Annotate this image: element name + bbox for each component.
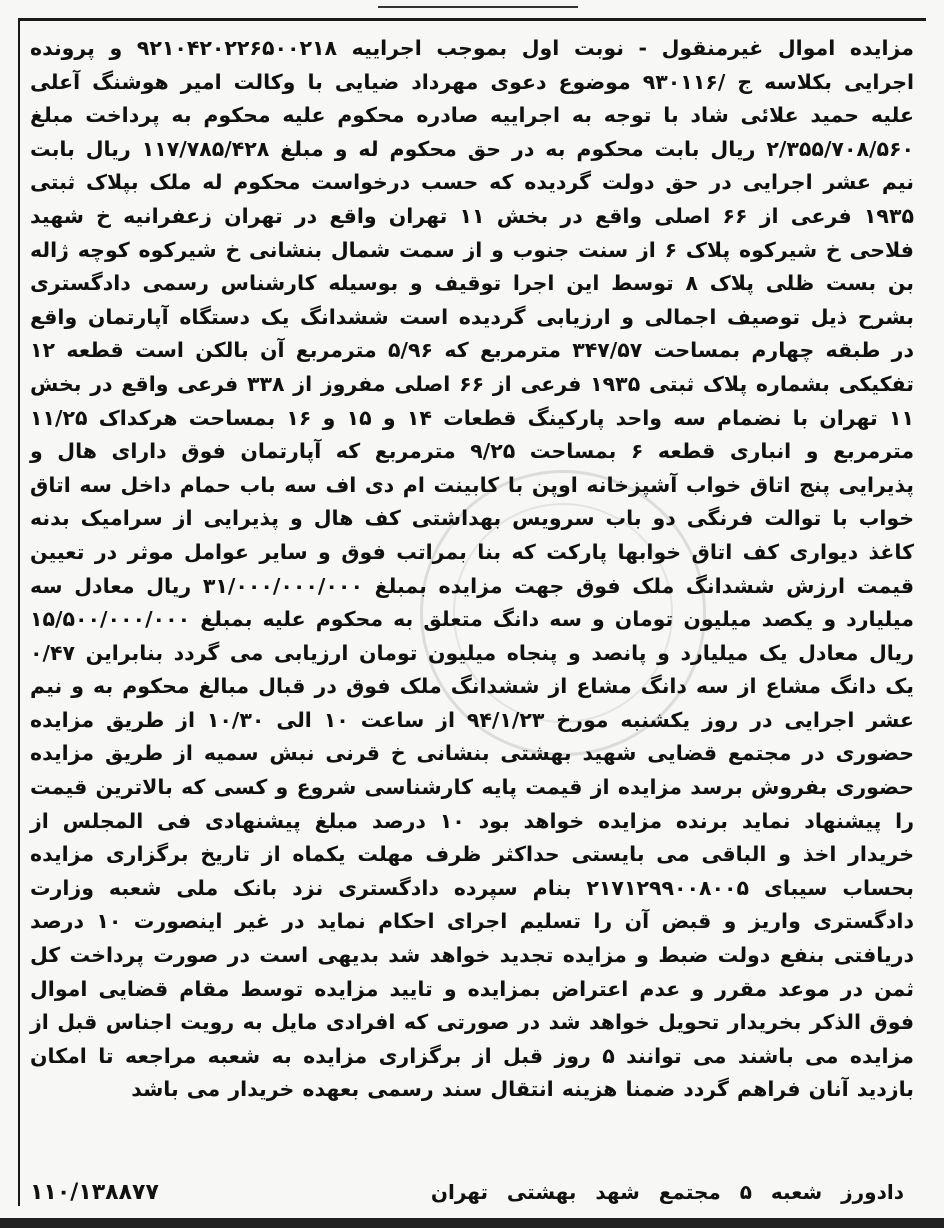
bottom-rule (0, 1218, 944, 1228)
notice-footer (30, 1174, 904, 1210)
auction-notice-body (30, 32, 914, 1178)
issuer-signature: دادورز شعبه ۵ مجتمع شهد بهشتی تهران (430, 1180, 904, 1204)
notice-text: مزایده اموال غیرمنقول - نوبت اول بموجب اجراییه ۹۲۱۰۴۲۰۲۲۶۵۰۰۲۱۸ و پرونده اجرایی بکلاسه ج /۹۳۰۱۱۶ موضوع دعوی مهرداد ضیایی با وکالت امیر هوشنگ آعلی علیه حمید علائی شاد با توجه به اجراییه صادره محکوم علیه محکوم به پرداخت مبلغ ۲/۳۵۵/۷۰۸/۵۶۰ ریال بابت محکوم به در حق محکوم له و مبلغ ۱۱۷/۷۸۵/۴۲۸ ریال بابت نیم عشر اجرایی در حق دولت گردیده که حسب درخواست محکوم له ملک بپلاک ثبتی ۱۹۳۵ فرعی از ۶۶ اصلی واقع در بخش ۱۱ تهران واقع در تهران زعفرانیه خ شهید فلاحی خ شیرکوه پلاک ۶ از سنت جنوب و از سمت شمال بنشانی خ شیرکوه کوچه ژاله بن بست ظلی پلاک ۸ توسط این اجرا توقیف و بوسیله کارشناس رسمی دادگستری بشرح ذیل توصیف اجمالی و ارزیابی گردیده است ششدانگ یک دستگاه آپارتمان واقع در طبقه چهارم بمساحت ۳۴۷/۵۷ مترمربع که ۵/۹۶ مترمربع آن بالکن است قطعه ۱۲ تفکیکی بشماره پلاک ثبتی ۱۹۳۵ فرعی از ۶۶ اصلی مفروز از ۳۳۸ فرعی واقع در بخش ۱۱ تهران با نضمام سه واحد پارکینگ قطعات ۱۴ و ۱۵ و ۱۶ بمساحت هرکداک ۱۱/۲۵ مترمربع و انباری قطعه ۶ بمساحت ۹/۲۵ مترمربع که آپارتمان فوق دارای هال و پذیرایی پنج اتاق خواب آشپزخانه اوپن با کابینت ام دی اف سه باب حمام داخل سه اتاق خواب با توالت فرنگی دو باب سرویس بهداشتی کف هال و پذیرایی از سرامیک بدنه کاغذ دیواری کف اتاق خوابها پارکت که بنا بمراتب فوق و سایر عوامل موثر در تعیین قیمت ارزش ششدانگ ملک فوق جهت مزایده بمبلغ ۳۱/۰۰۰/۰۰۰/۰۰۰ ریال معادل سه میلیارد و یکصد میلیون تومان و سه دانگ متعلق به محکوم علیه بمبلغ ۱۵/۵۰۰/۰۰۰/۰۰۰ ریال معادل یک میلیارد و پانصد و پنجاه میلیون تومان ارزیابی می گردد بنابراین ۰/۴۷ یک دانگ مشاع از سه دانگ مشاع از ششدانگ ملک فوق در قبال مبالغ محکوم به و نیم عشر اجرایی در روز یکشنبه مورخ ۹۴/۱/۲۳ از ساعت ۱۰ الی ۱۰/۳۰ از طریق مزایده حضوری در مجتمع قضایی شهید بهشتی بنشانی خ قرنی نبش سمیه از طریق مزایده حضوری بفروش برسد مزایده از قیمت پایه کارشناسی شروع و کسی که بالاترین قیمت را پیشنهاد نماید برنده مزایده خواهد بود ۱۰ درصد مبلغ پیشنهادی فی المجلس از خریدار اخذ و الباقی می بایستی حداکثر ظرف مهلت یکماه از تاریخ برگزاری مزایده بحساب سیبای ۲۱۷۱۲۹۹۰۰۸۰۰۵ بنام سپرده دادگستری نزد بانک ملی شعبه وزارت دادگستری واریز و قبض آن را تسلیم اجرای احکام نماید در غیر اینصورت ۱۰ درصد دریافتی بنفع دولت ضبط و مزایده تجدید خواهد شد بدیهی است در صورت پرداخت کل ثمن در موعد مقرر و عدم اعتراض بمزایده و تایید مزایده توسط مقام قضایی اموال فوق الذکر بخریدار تحویل خواهد شد در صورتی که افرادی مایل به رویت اجناس قبل از مزایده می باشند می توانند ۵ روز قبل از برگزاری مزایده به شعبه مراجعه تا امکان بازدید آنان فراهم گردد ضمنا هزینه انتقال سند رسمی بعهده خریدار می باشد (30, 36, 915, 1102)
left-rule (18, 18, 20, 1206)
reference-number: ۱۱۰/۱۳۸۸۷۷ (30, 1179, 159, 1205)
torn-top-edge (378, 0, 578, 8)
top-rule (18, 18, 926, 21)
